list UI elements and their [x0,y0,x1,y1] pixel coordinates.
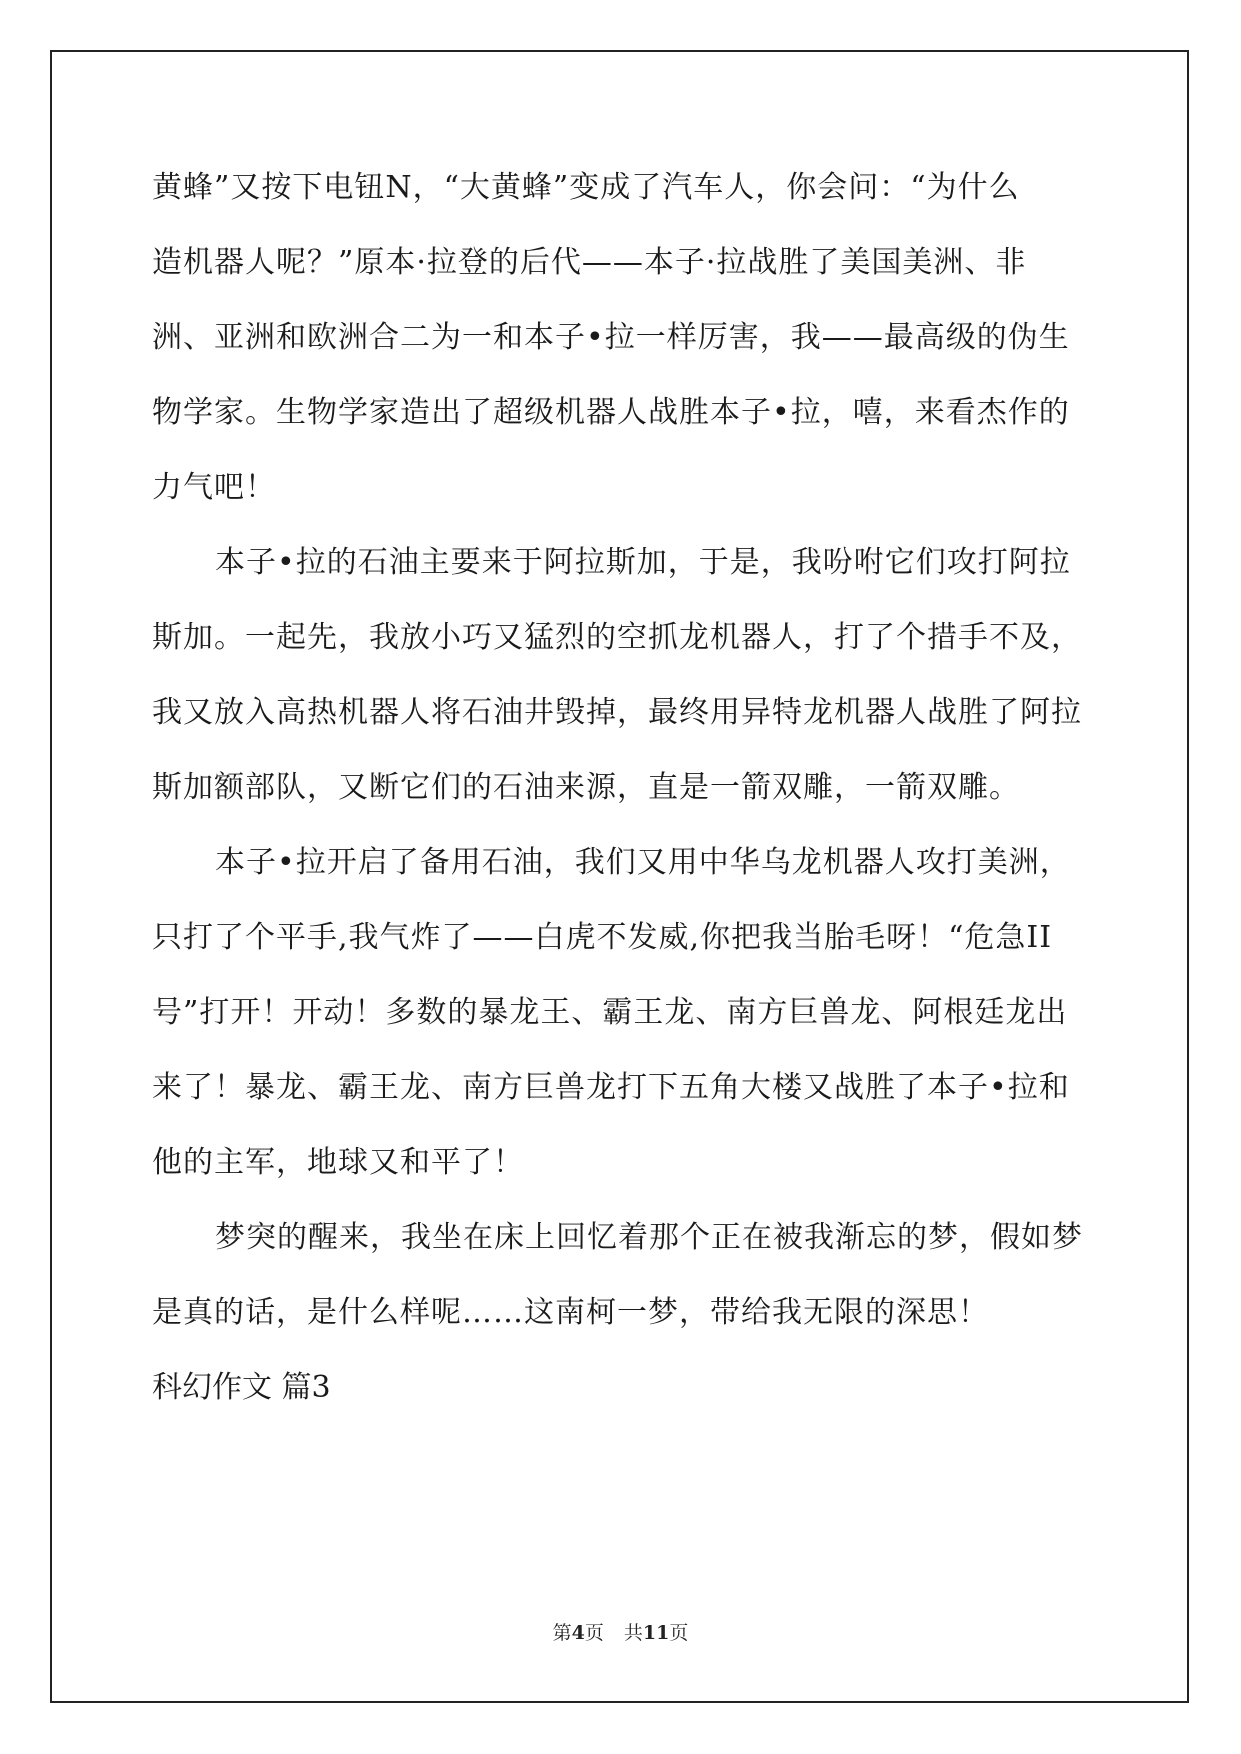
paragraph-start-line: 本子•拉开启了备用石油，我们又用中华乌龙机器人攻打美洲， [215,845,1071,880]
text-line: 他的主军，地球又和平了！ [152,1145,524,1180]
page-footer [0,1618,1241,1645]
page-current-number: 4 [571,1622,585,1644]
text-line: 只打了个平手,我气炸了——白虎不发威,你把我当胎毛呀！“危急II [152,920,1053,955]
text-line: 造机器人呢？”原本·拉登的后代——本子·拉战胜了美国美洲、非 [152,245,1027,280]
paragraph-start-line: 本子•拉的石油主要来于阿拉斯加，于是，我吩咐它们攻打阿拉 [215,545,1071,580]
text-line: 我又放入高热机器人将石油井毁掉，最终用异特龙机器人战胜了阿拉 [152,695,1082,730]
text-line: 物学家。生物学家造出了超级机器人战胜本子•拉，嘻，来看杰作的 [152,395,1070,430]
text-line: 斯加额部队，又断它们的石油来源，直是一箭双雕，一箭双雕。 [152,770,1020,805]
text-line: 是真的话，是什么样呢……这南柯一梦，带给我无限的深思！ [152,1295,989,1330]
page-suffix: 页 [584,1622,604,1644]
page-total-number: 11 [642,1622,670,1644]
text-line: 力气吧！ [152,470,276,505]
total-suffix: 页 [669,1622,689,1644]
total-prefix: 共 [623,1622,643,1644]
page-prefix: 第 [552,1622,572,1644]
text-line: 黄蜂”又按下电钮N，“大黄蜂”变成了汽车人，你会问：“为什么 [152,170,1020,205]
document-body [152,150,1092,1425]
text-line: 来了！暴龙、霸王龙、南方巨兽龙打下五角大楼又战胜了本子•拉和 [152,1070,1070,1105]
text-line: 号”打开！开动！多数的暴龙王、霸王龙、南方巨兽龙、阿根廷龙出 [152,995,1068,1030]
text-line: 斯加。一起先，我放小巧又猛烈的空抓龙机器人，打了个措手不及， [152,620,1082,655]
text-line: 洲、亚洲和欧洲合二为一和本子•拉一样厉害，我——最高级的伪生 [152,320,1070,355]
section-heading: 科幻作文 篇3 [152,1370,331,1405]
paragraph-start-line: 梦突的醒来，我坐在床上回忆着那个正在被我渐忘的梦，假如梦 [215,1220,1083,1255]
